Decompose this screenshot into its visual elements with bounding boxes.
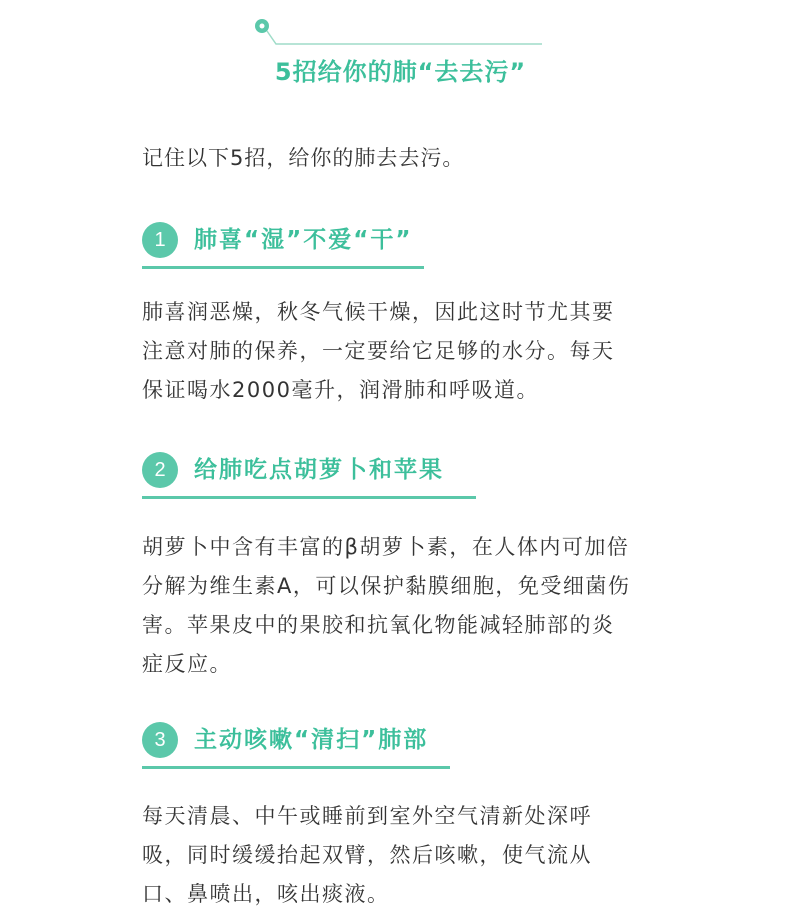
paragraph-line: 症反应。 (142, 652, 232, 676)
section-number-badge: 2 (142, 452, 178, 488)
section-heading-text: 给肺吃点胡萝卜和苹果 (194, 457, 444, 483)
paragraph-line: 吸，同时缓缓抬起双臂，然后咳嗽，使气流从 (142, 843, 592, 867)
section-heading-text: 肺喜“湿”不爱“干” (194, 227, 413, 253)
page-title: 5招给你的肺“去去污” (274, 58, 527, 86)
intro-text: 记住以下5招，给你的肺去去污。 (142, 146, 465, 170)
section-1-paragraph (142, 293, 672, 410)
section-number-badge: 1 (142, 222, 178, 258)
section-heading-text: 主动咳嗽“清扫”肺部 (194, 727, 429, 753)
paragraph-line: 保证喝水2000毫升，润滑肺和呼吸道。 (142, 378, 539, 402)
paragraph-line: 分解为维生素A，可以保护黏膜细胞，免受细菌伤 (142, 574, 631, 598)
paragraph-line: 每天清晨、中午或睡前到室外空气清新处深呼 (142, 804, 592, 828)
section-heading-1 (142, 220, 424, 264)
section-2-paragraph (142, 528, 672, 684)
paragraph-line: 口、鼻喷出，咳出痰液。 (142, 882, 390, 906)
section-underline (142, 766, 450, 769)
paragraph-line: 胡萝卜中含有丰富的β胡萝卜素，在人体内可加倍 (142, 535, 630, 559)
paragraph-line: 害。苹果皮中的果胶和抗氧化物能减轻肺部的炎 (142, 613, 615, 637)
section-heading-2 (142, 450, 476, 494)
paragraph-line: 注意对肺的保养，一定要给它足够的水分。每天 (142, 339, 615, 363)
section-3-paragraph (142, 797, 672, 914)
section-underline (142, 266, 424, 269)
paragraph-line: 肺喜润恶燥，秋冬气候干燥，因此这时节尤其要 (142, 300, 615, 324)
section-underline (142, 496, 476, 499)
header-decoration-icon (252, 16, 542, 48)
section-heading-3 (142, 720, 450, 764)
section-number-badge: 3 (142, 722, 178, 758)
